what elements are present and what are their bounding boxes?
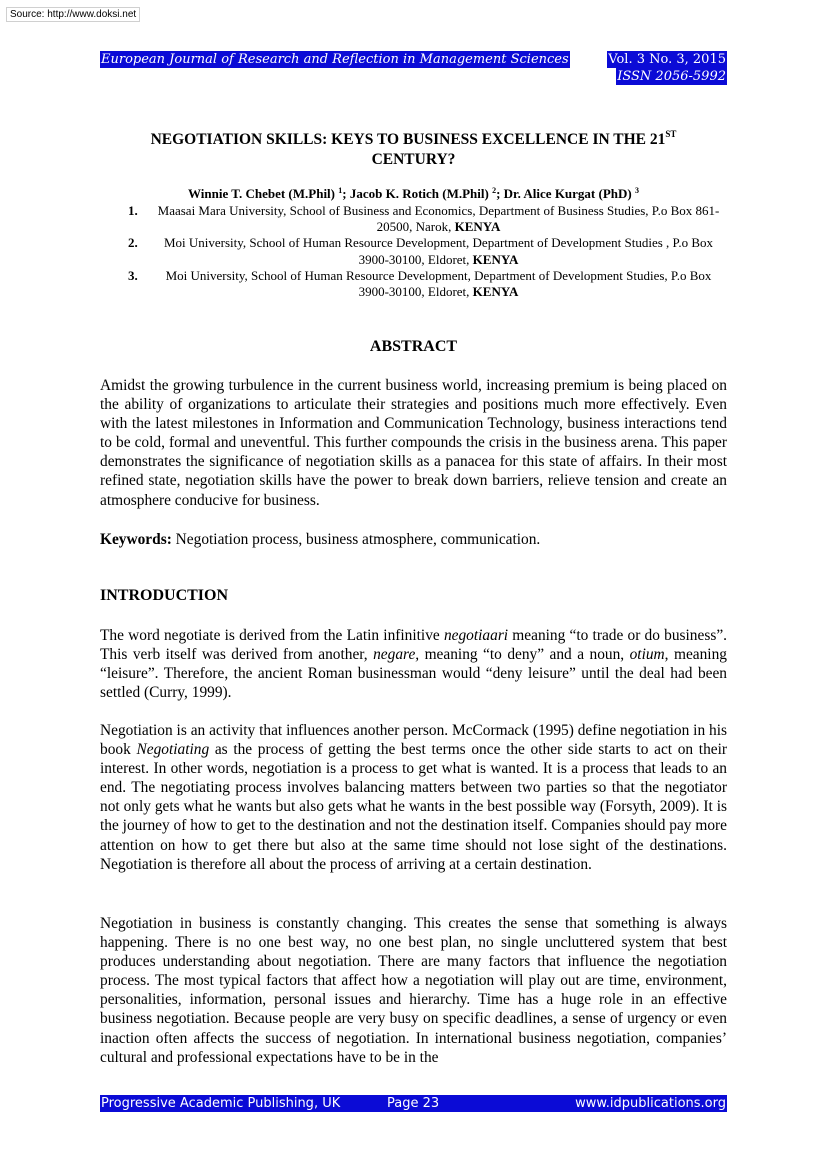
issn: ISSN 2056-5992 bbox=[617, 69, 726, 84]
affiliation-number: 1. bbox=[128, 203, 138, 218]
title-line-1: NEGOTIATION SKILLS: KEYS TO BUSINESS EXCELLENCE IN THE 21 bbox=[150, 131, 666, 148]
volume: Vol. 3 No. 3, 2015 bbox=[608, 52, 726, 67]
text-run: meaning “to trade or do business”. This verb itself was derived from another, bbox=[100, 627, 727, 664]
italic-term: negotiaari bbox=[443, 627, 509, 644]
author-list bbox=[100, 186, 727, 202]
italic-term: negare, bbox=[373, 646, 420, 664]
text-run: The word negotiate is derived from the Latin infinitive bbox=[100, 627, 444, 644]
affiliation-item bbox=[100, 203, 727, 235]
affiliation-text: Moi University, School of Human Resource Development, Department of Development Studies , P.o Box 3900-30100, Eldoret, bbox=[163, 235, 714, 267]
keywords-text: Negotiation process, business atmosphere, communication. bbox=[171, 531, 541, 548]
abstract-text: Amidst the growing turbulence in the current business world, increasing premium is being placed on the ability of organizations to articulate their strategies and positions much more effectively. Even with the latest milestones in Information and Communication Technology, business interactions tend to be cold, formal and uneventful. This further compounds the crisis in the business arena. This paper demonstrates the significance of negotiation skills as a panacea for this state of affairs. In their most refined state, negotiation skills have the power to break down barriers, relieve tension and create an atmosphere conducive for business. bbox=[100, 377, 727, 509]
affiliation-item bbox=[100, 235, 727, 267]
affiliation-text: Moi University, School of Human Resource Development, Department of Development Studies, P.o Box 3900-30100, Eldoret, bbox=[165, 267, 712, 300]
author-3-mark: 3 bbox=[634, 186, 639, 195]
paper-title bbox=[100, 124, 727, 170]
title-superscript: ST bbox=[665, 129, 677, 139]
title-line-2: CENTURY? bbox=[371, 151, 456, 168]
introduction-heading: INTRODUCTION bbox=[100, 587, 229, 604]
publisher-url[interactable]: www.idpublications.org bbox=[575, 1096, 726, 1111]
author-1-mark: 1 bbox=[338, 186, 343, 195]
intro-paragraph-1 bbox=[100, 626, 727, 702]
intro-paragraph-3: Negotiation in business is constantly changing. This creates the sense that something is always happening. There is no one best way, no one best plan, no single uncluttered system that best produces understanding about negotiation. There are many factors that influence the negotiation process. The most typical factors that affect how a negotiation will play out are time, environment, personalities, information, personal issues and hierarchy. Time has a huge role in an effective business negotiation. Because people are very busy on specific deadlines, a sense of urgency or even inaction often affects the success of negotiation. In international business negotiation, companies’ cultural and professional expectations have to be in the bbox=[100, 915, 727, 1066]
abstract-heading: ABSTRACT bbox=[369, 338, 458, 355]
affiliations bbox=[100, 203, 727, 300]
affiliation-number: 2. bbox=[128, 235, 138, 251]
journal-issue bbox=[607, 51, 727, 85]
text-run: meaning “to deny” and a noun, bbox=[419, 646, 630, 664]
affiliation-text: Maasai Mara University, School of Business and Economics, Department of Business Studies, P.o Box 861-20500, Narok, bbox=[157, 203, 720, 235]
text-run: Negotiation is an activity that influences another person. McCormack (1995) define negotiation in his book bbox=[100, 722, 727, 759]
author-2: ; Jacob K. Rotich (M.Phil) bbox=[342, 186, 493, 201]
page-footer bbox=[100, 1095, 727, 1112]
affiliation-number: 3. bbox=[128, 267, 138, 283]
intro-paragraph-2 bbox=[100, 721, 727, 874]
page-number: Page 23 bbox=[387, 1096, 440, 1111]
journal-name: European Journal of Research and Reflection in Management Sciences bbox=[101, 52, 569, 67]
affiliation-item bbox=[100, 268, 727, 300]
text-run: , meaning “leisure”. Therefore, the ancient Roman businessman would “deny leisure” until the deal had been settled (Curry, 1999). bbox=[100, 646, 727, 702]
author-3: ; Dr. Alice Kurgat (PhD) bbox=[496, 186, 635, 201]
keywords-label: Keywords: bbox=[100, 531, 172, 548]
affiliation-country: KENYA bbox=[472, 284, 519, 300]
italic-term: Negotiating bbox=[136, 741, 210, 759]
publisher: Progressive Academic Publishing, UK bbox=[101, 1096, 341, 1111]
author-2-mark: 2 bbox=[492, 186, 497, 195]
text-run: as the process of getting the best terms once the other side starts to act on their interest. In other words, negotiation is a process to get what is wanted. It is a process that leads to an end. The negotiating process involves balancing matters between two parties so that the negotiator not only gets what he wants but also gets what he wants in the best possible way (Forsyth, 2009). It is the journey of how to get to the destination and not the destination itself. Companies should pay more attention on how to get there but also at the same time should not lose sight of the destinations. Negotiation is therefore all about the process of arriving at a certain destination. bbox=[100, 741, 727, 873]
affiliation-country: KENYA bbox=[454, 219, 501, 235]
author-1: Winnie T. Chebet (M.Phil) bbox=[188, 186, 339, 201]
keywords bbox=[100, 530, 727, 549]
source-label: Source: http://www.doksi.net bbox=[6, 7, 140, 22]
affiliation-country: KENYA bbox=[472, 251, 519, 267]
italic-term: otium bbox=[629, 646, 665, 664]
